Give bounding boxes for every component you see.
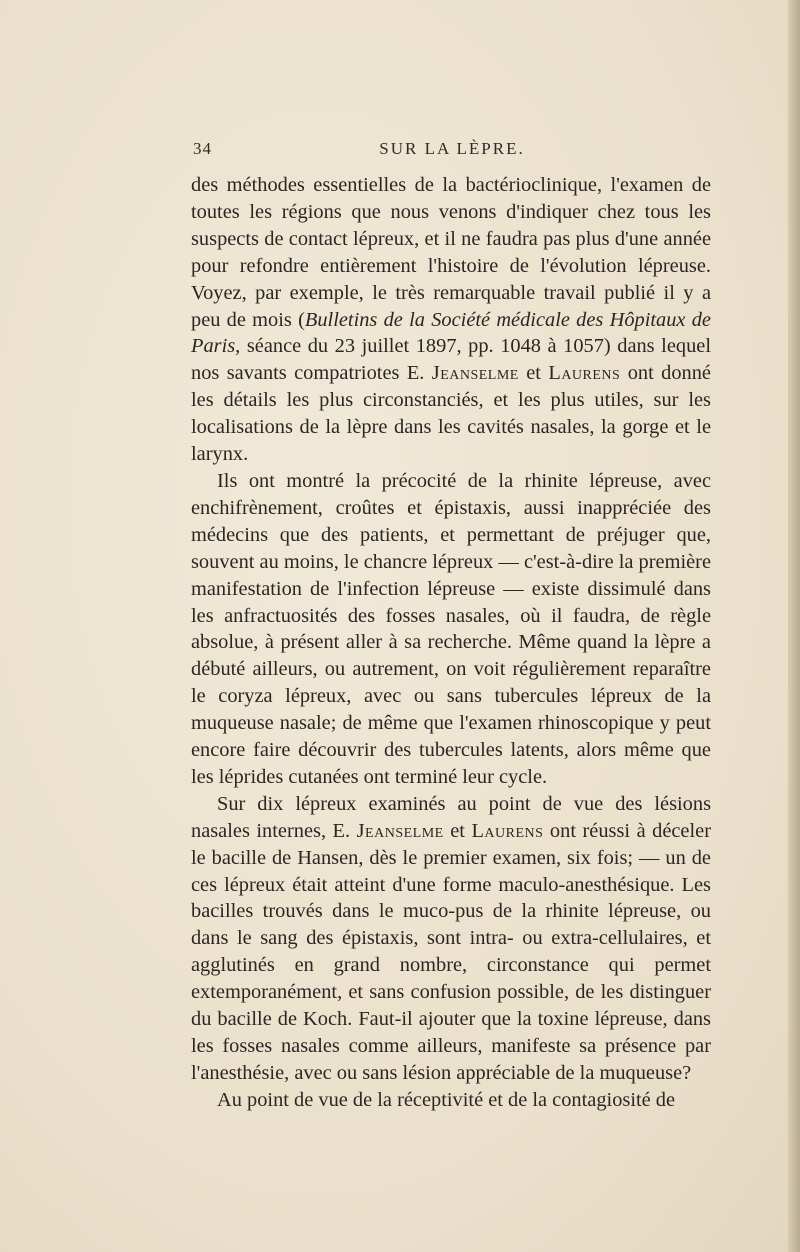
paragraph-1-text-b: séance du 23 juillet 1897, pp. 1048 à 1057) dans lequel nos savants compatriotes E. xyxy=(191,335,711,385)
paragraph-1 xyxy=(191,172,711,468)
page-edge-shadow xyxy=(788,0,800,1252)
paragraph-3 xyxy=(191,791,711,1087)
paragraph-1-text-c: ont donné les détails les plus circonstanciés, et les plus utiles, sur les localisations de la lèpre dans les cavités nasales, la gorge et le larynx. xyxy=(191,362,711,466)
paragraph-4: Au point de vue de la réceptivité et de la contagiosité de xyxy=(217,1088,676,1111)
page-header xyxy=(193,139,711,169)
body-text xyxy=(191,172,711,1114)
paragraph-1-text-a: des méthodes essentielles de la bactérioclinique, l'examen de toutes les régions que nous venons d'indiquer chez tous les suspects de contact lépreux, et il ne faudra pas plus d'une année pour refondre entièrement l'histoire de l'évolution lépreuse. Voyez, par exemple, le très remarquable travail publié il y a peu de mois ( xyxy=(191,174,711,331)
journal-citation: Bulletins de la Société médicale des Hôpitaux de Paris, xyxy=(191,308,711,358)
paragraph-3-text-a: Sur dix lépreux examinés au point de vue des lésions nasales internes, E. xyxy=(191,792,711,842)
paragraph-3-text-b: ont réussi à déceler le bacille de Hansen, dès le premier examen, six fois; — un de ces lépreux était atteint d'une forme maculo-anesthésique. Les bacilles trouvés dans le muco-pus de la rhinite lépreuse, ou dans le sang des épistaxis, sont intra- ou extra-cellulaires, et agglutinés en grand nombre, circonstance qui permet extemporanément, et sans confusion possible, de les distinguer du bacille de Koch. Faut-il ajouter que la toxine lépreuse, dans les fosses nasales comme ailleurs, manifeste sa présence par l'anesthésie, avec ou sans lésion appréciable de la muqueuse? xyxy=(191,819,711,1084)
paragraph-2: Ils ont montré la précocité de la rhinite lépreuse, avec enchifrènement, croûtes et épistaxis, aussi inappréciée des médecins que des patients, et permettant de préjuger que, souvent au moins, le chancre lépreux — c'est-à-dire la première manifestation de l'infection lépreuse — existe dissimulé dans les anfractuosités des fosses nasales, où il faudra, de règle absolue, à présent aller à sa recherche. Même quand la lèpre a débuté ailleurs, ou autrement, on voit régulièrement reparaître le coryza lépreux, avec ou sans tubercules lépreux de la muqueuse nasale; de même que l'examen rhinoscopique y peut encore faire découvrir des tubercules latents, alors même que les léprides cutanées ont terminé leur cycle. xyxy=(191,469,712,788)
author-name: Jeanselme xyxy=(356,819,444,842)
running-title: SUR LA LÈPRE. xyxy=(379,139,525,158)
conjunction: et xyxy=(518,362,549,385)
author-name: Jeanselme xyxy=(431,362,519,385)
page-number: 34 xyxy=(193,139,212,158)
conjunction: et xyxy=(443,819,472,842)
author-name: Laurens xyxy=(548,362,621,385)
author-name: Laurens xyxy=(471,819,544,842)
